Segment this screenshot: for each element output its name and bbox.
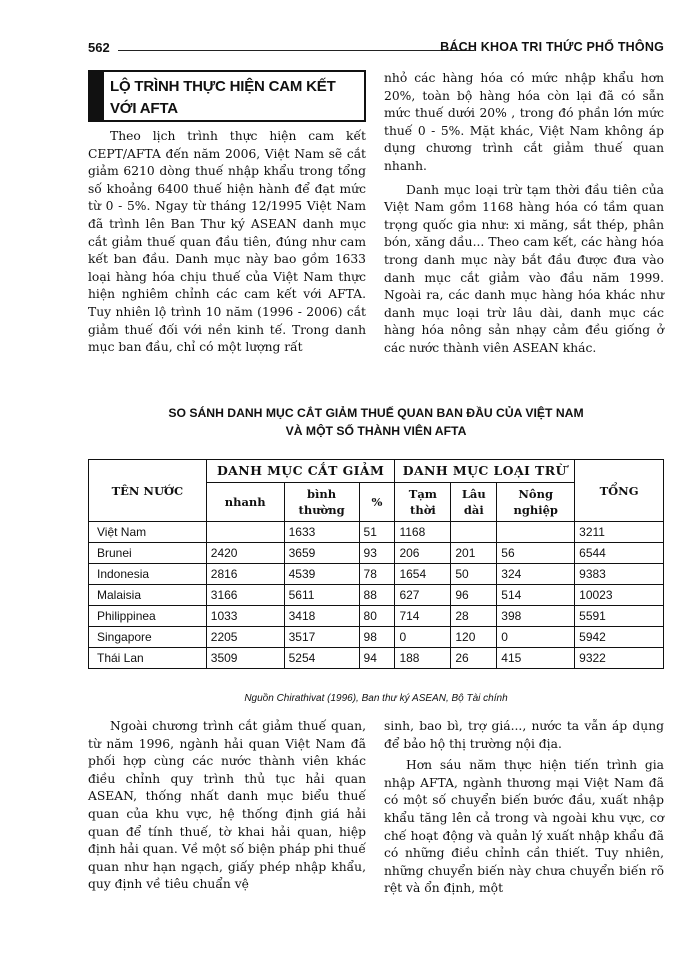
cell-normal: 3418 — [284, 606, 359, 627]
paragraph: Ngoài chương trình cắt giảm thuế quan, từ năm 1996, ngành hải quan Việt Nam đã phối hợp cùng các nước thành viên khác điều chỉnh quy trình thủ tục hải quan ASEAN, thống nhất danh mục biểu thuế quan của khu vực, hệ thống định giá hải quan để tính thuế, tờ khai hải quan, hiệp định hải quan. Về một số biện pháp phi thuế quan như hạn ngạch, giấy phép nhập khẩu, quy định về tiêu chuẩn vệ — [88, 719, 366, 892]
header-temporary: Tạm thời — [395, 483, 451, 522]
section-title-box — [88, 70, 366, 122]
cell-total: 5942 — [575, 627, 664, 648]
header-total: TỔNG — [575, 460, 664, 522]
cell-normal: 4539 — [284, 564, 359, 585]
cell-total: 10023 — [575, 585, 664, 606]
page-header — [88, 40, 664, 58]
cell-normal: 3517 — [284, 627, 359, 648]
header-fast: nhanh — [206, 483, 284, 522]
column-left-top — [88, 128, 366, 357]
cell-long-term: 96 — [451, 585, 497, 606]
cell-fast: 2816 — [206, 564, 284, 585]
header-cut-list: DANH MỤC CẮT GIẢM — [206, 460, 395, 483]
title-bar — [90, 72, 104, 120]
cell-fast: 1033 — [206, 606, 284, 627]
cell-fast — [206, 522, 284, 543]
cell-temporary: 206 — [395, 543, 451, 564]
cell-long-term: 28 — [451, 606, 497, 627]
cell-temporary: 1168 — [395, 522, 451, 543]
table-row — [89, 606, 664, 627]
header-percent: % — [359, 483, 395, 522]
paragraph: Hơn sáu năm thực hiện tiến trình gia nhập AFTA, ngành thương mại Việt Nam đã có một số chuyển biến bước đầu, xuất nhập khẩu tăng lên cả trong và ngoài khu vực, cơ chế hoạt động và quản lý xuất nhập khẩu đã có những điều chỉnh cần thiết. Tuy nhiên, những chuyển biến này chưa chuyển biến rõ rệt và ổn định, một — [384, 758, 664, 896]
cell-percent: 80 — [359, 606, 395, 627]
cell-fast: 3509 — [206, 648, 284, 669]
cell-temporary: 627 — [395, 585, 451, 606]
cell-total: 9322 — [575, 648, 664, 669]
cell-percent: 94 — [359, 648, 395, 669]
cell-agriculture: 0 — [497, 627, 575, 648]
cell-total: 3211 — [575, 522, 664, 543]
cell-fast: 3166 — [206, 585, 284, 606]
cell-fast: 2205 — [206, 627, 284, 648]
cell-temporary: 0 — [395, 627, 451, 648]
header-agriculture: Nông nghiệp — [497, 483, 575, 522]
cell-agriculture: 514 — [497, 585, 575, 606]
section-title-line1: LỘ TRÌNH THỰC HIỆN CAM KẾT — [110, 78, 336, 95]
cell-normal: 3659 — [284, 543, 359, 564]
section-title — [110, 76, 336, 120]
table-row — [89, 543, 664, 564]
paragraph: Danh mục loại trừ tạm thời đầu tiên của Việt Nam gồm 1168 hàng hóa có tầm quan trọng quốc gia như: xi măng, sắt thép, phân bón, xăng dầu... Theo cam kết, các hàng hóa trong danh mục này bắt đầu được đưa vào danh mục cắt giảm vào đầu năm 1999. Ngoài ra, các danh mục hàng hóa khác như danh mục loại trừ lâu dài, danh mục các hàng hóa nông sản nhạy cảm đều giống ở các nước thành viên ASEAN khác. — [384, 182, 664, 355]
cell-total: 6544 — [575, 543, 664, 564]
cell-agriculture: 56 — [497, 543, 575, 564]
cell-agriculture: 415 — [497, 648, 575, 669]
cell-percent: 78 — [359, 564, 395, 585]
table-source: Nguồn Chirathivat (1996), Ban thư ký ASEAN, Bộ Tài chính — [244, 693, 508, 704]
paragraph-continued: sinh, bao bì, trợ giá..., nước ta vẫn áp dụng để bảo hộ thị trường nội địa. — [384, 719, 664, 751]
cell-agriculture: 324 — [497, 564, 575, 585]
paragraph: Theo lịch trình thực hiện cam kết CEPT/AFTA đến năm 2006, Việt Nam sẽ cắt giảm 6210 dòng thuế nhập khẩu trong tổng số khoảng 6400 thuế hiện hành để đạt mức từ 0 - 5%. Ngay từ tháng 12/1995 Việt Nam đã trình lên Ban Thư ký ASEAN danh mục cắt giảm thuế quan đầu tiên, đúng như cam kết ban đầu. Danh mục này bao gồm 1633 loại hàng hóa chịu thuế của Việt Nam thực hiện nghiêm chỉnh các cam kết với AFTA. Tuy nhiên lộ trình 10 năm (1996 - 2006) cắt giảm thuế đối với nền kinh tế. Trong danh mục ban đầu, chỉ có một lượng rất — [88, 129, 366, 355]
cell-temporary: 714 — [395, 606, 451, 627]
table-title — [88, 404, 664, 440]
cell-country: Việt Nam — [89, 522, 207, 543]
column-right-bottom — [384, 718, 664, 898]
cell-normal: 5611 — [284, 585, 359, 606]
cell-agriculture: 398 — [497, 606, 575, 627]
cell-temporary: 188 — [395, 648, 451, 669]
cell-long-term: 201 — [451, 543, 497, 564]
cell-long-term — [451, 522, 497, 543]
book-title: BÁCH KHOA TRI THỨC PHỔ THÔNG — [440, 40, 664, 54]
cell-percent: 98 — [359, 627, 395, 648]
table-row — [89, 564, 664, 585]
cell-fast: 2420 — [206, 543, 284, 564]
cell-country: Indonesia — [89, 564, 207, 585]
cell-long-term: 26 — [451, 648, 497, 669]
table-title-line1: SO SÁNH DANH MỤC CẮT GIẢM THUẾ QUAN BAN ĐẦU CỦA VIỆT NAM — [168, 406, 584, 420]
cell-percent: 51 — [359, 522, 395, 543]
header-rule — [118, 50, 474, 51]
cell-country: Brunei — [89, 543, 207, 564]
column-right-top — [384, 70, 664, 358]
cell-percent: 93 — [359, 543, 395, 564]
table-title-line2: VÀ MỘT SỐ THÀNH VIÊN AFTA — [285, 424, 467, 438]
paragraph-continued: nhỏ các hàng hóa có mức nhập khẩu hơn 20%, toàn bộ hàng hóa còn lại đã có sẵn mức thuế dưới 20% , trong đó phần lớn mức thuế 0 - 5%. Mặt khác, Việt Nam không áp dụng chương trình cắt giảm thuế quan nhanh. — [384, 71, 664, 173]
header-exclusion-list: DANH MỤC LOẠI TRỪ — [395, 460, 575, 483]
cell-normal: 1633 — [284, 522, 359, 543]
header-long-term: Lâu dài — [451, 483, 497, 522]
comparison-table — [88, 459, 664, 669]
section-title-line2: VỚI AFTA — [110, 100, 178, 117]
cell-percent: 88 — [359, 585, 395, 606]
column-left-bottom — [88, 718, 366, 894]
cell-country: Singapore — [89, 627, 207, 648]
cell-long-term: 120 — [451, 627, 497, 648]
cell-normal: 5254 — [284, 648, 359, 669]
cell-country: Thái Lan — [89, 648, 207, 669]
cell-country: Malaisia — [89, 585, 207, 606]
table-row — [89, 627, 664, 648]
cell-total: 5591 — [575, 606, 664, 627]
cell-country: Philippinea — [89, 606, 207, 627]
cell-long-term: 50 — [451, 564, 497, 585]
page-number: 562 — [88, 40, 110, 55]
cell-temporary: 1654 — [395, 564, 451, 585]
table-row — [89, 585, 664, 606]
header-country: TÊN NƯỚC — [89, 460, 207, 522]
table-row — [89, 522, 664, 543]
cell-total: 9383 — [575, 564, 664, 585]
header-normal: bình thường — [284, 483, 359, 522]
table-row — [89, 648, 664, 669]
cell-agriculture — [497, 522, 575, 543]
